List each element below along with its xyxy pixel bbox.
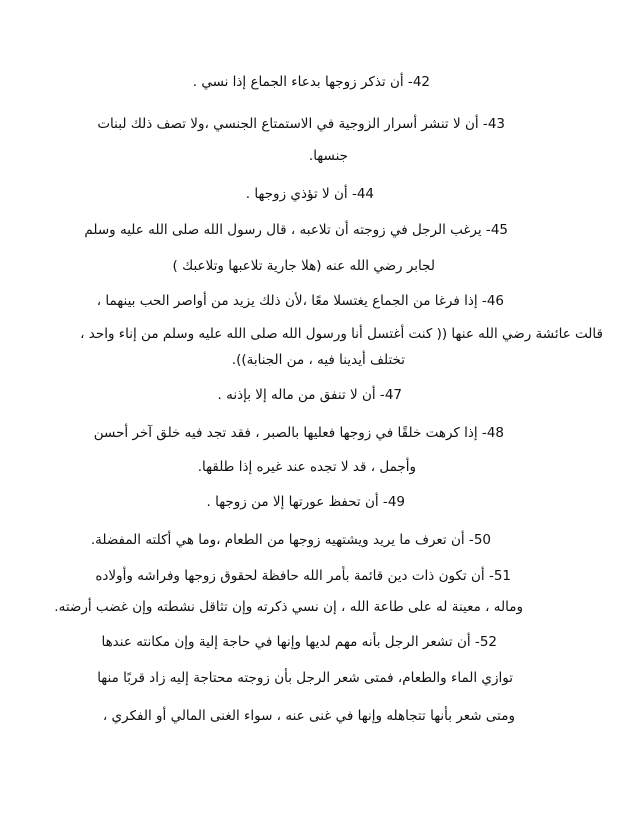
item-42: 42- أن تذكر زوجها بدعاء الجماع إذا نسي . — [192, 74, 430, 90]
item-47: 47- أن لا تنفق من ماله إلا بإذنه . — [217, 387, 402, 403]
item-50: 50- أن تعرف ما يريد ويشتهيه زوجها من الطعام ،وما هي أكلته المفضلة. — [90, 532, 491, 548]
item-48-line-2: وأجمل ، قد لا تجده عند غيره إذا طلقها. — [197, 459, 416, 475]
item-43-line-1: 43- أن لا تنشر أسرار الزوجية في الاستمتاع الجنسي ،ولا تصف ذلك لبنات — [97, 116, 505, 132]
item-46-line-3: تختلف أيدينا فيه ، من الجنابة)). — [231, 352, 405, 368]
item-46-line-1: 46- إذا فرغا من الجماع يغتسلا معًا ،لأن ذلك يزيد من أواصر الحب بينهما ، — [96, 293, 504, 309]
item-52-line-2: توازي الماء والطعام، فمتى شعر الرجل بأن زوجته محتاجة إليه زاد قربًا منها — [97, 670, 513, 686]
item-43-line-2: جنسها. — [308, 148, 348, 164]
item-49: 49- أن تحفظ عورتها إلا من زوجها . — [206, 494, 405, 510]
item-51-line-2: وماله ، معينة له على طاعة الله ، إن نسي ذكرته وإن تثاقل نشطته وإن غضب أرضته. — [54, 599, 523, 615]
item-44: 44- أن لا تؤذي زوجها . — [245, 186, 374, 202]
item-45-line-2: لجابر رضي الله عنه (هلا جارية تلاعبها وتلاعبك ) — [172, 258, 435, 274]
item-48-line-1: 48- إذا كرهت خلقًا في زوجها فعليها بالصبر ، فقد تجد فيه خلق آخر أحسن — [93, 425, 504, 441]
item-52-line-1: 52- أن تشعر الرجل بأنه مهم لديها وإنها في حاجة إلية وإن مكانته عندها — [101, 634, 497, 650]
item-51-line-1: 51- أن تكون ذات دين قائمة بأمر الله حافظة لحقوق زوجها وفراشه وأولاده — [95, 568, 511, 584]
item-52-line-3: ومتى شعر بأنها تتجاهله وإنها في غنى عنه ، سواء الغنى المالي أو الفكري ، — [102, 708, 515, 724]
item-46-line-2: قالت عائشة رضي الله عنها (( كنت أغتسل أنا ورسول الله صلى الله عليه وسلم من إناء واحد ، — [80, 326, 603, 342]
item-45-line-1: 45- يرغب الرجل في زوجته أن تلاعبه ، قال رسول الله صلى الله عليه وسلم — [84, 222, 508, 238]
